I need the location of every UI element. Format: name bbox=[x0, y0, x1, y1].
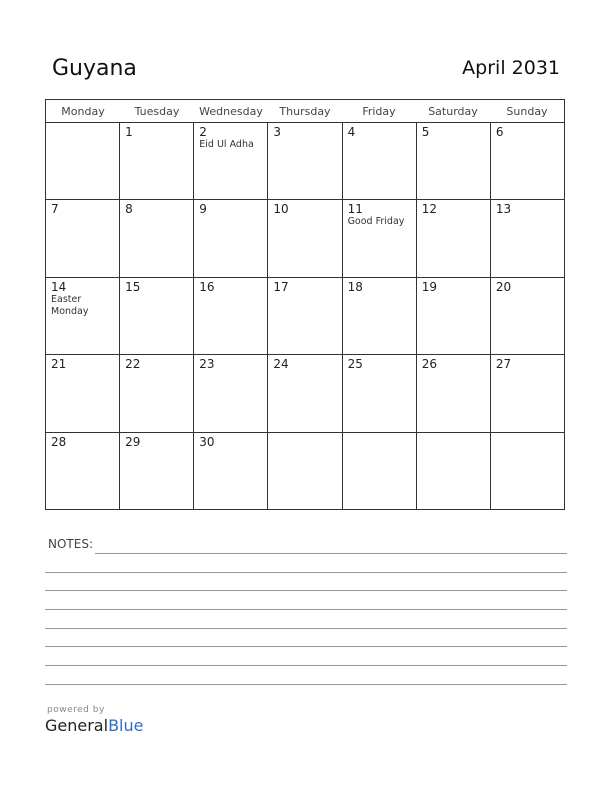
week-row-3 bbox=[46, 278, 564, 355]
day-cell bbox=[491, 200, 564, 276]
day-cell bbox=[120, 123, 194, 199]
day-number: 6 bbox=[495, 125, 504, 139]
notes-label: NOTES: bbox=[48, 537, 93, 551]
day-cell bbox=[343, 200, 417, 276]
day-number: 9 bbox=[199, 202, 207, 217]
day-number: 29 bbox=[125, 434, 141, 449]
day-number: 17 bbox=[273, 279, 289, 294]
calendar-grid bbox=[45, 99, 565, 510]
weekday-header-row bbox=[46, 100, 564, 123]
day-number: 25 bbox=[347, 357, 363, 372]
day-number: 19 bbox=[421, 279, 437, 294]
day-number: 3 bbox=[273, 125, 282, 139]
calendar-month-title: April 2031 bbox=[462, 57, 560, 79]
day-number: 2 bbox=[199, 125, 207, 139]
generalblue-logo[interactable] bbox=[45, 705, 143, 735]
day-number: 13 bbox=[495, 202, 512, 217]
holiday-label: Easter Monday bbox=[51, 293, 89, 317]
day-number: 23 bbox=[199, 357, 215, 372]
day-cell bbox=[194, 200, 268, 276]
day-number: 28 bbox=[51, 434, 67, 449]
day-number: 24 bbox=[273, 357, 289, 372]
day-number: 4 bbox=[347, 125, 356, 139]
notes-line bbox=[45, 646, 567, 647]
day-number: 26 bbox=[421, 357, 437, 372]
week-row-1 bbox=[46, 123, 564, 200]
weekday-tuesday: Tuesday bbox=[134, 105, 180, 118]
day-number: 30 bbox=[199, 434, 215, 449]
day-number: 18 bbox=[347, 279, 363, 294]
day-cell bbox=[46, 433, 120, 510]
week-row-2 bbox=[46, 200, 564, 277]
holiday-label: Eid Ul Adha bbox=[199, 139, 254, 150]
day-cell bbox=[417, 123, 491, 199]
notes-line bbox=[45, 590, 567, 591]
day-cell bbox=[343, 278, 417, 354]
day-number: 27 bbox=[495, 357, 512, 372]
weekday-wednesday: Wednesday bbox=[199, 105, 263, 118]
day-cell bbox=[46, 123, 120, 199]
notes-line bbox=[45, 609, 567, 610]
day-number: 12 bbox=[421, 202, 437, 217]
day-number: 16 bbox=[199, 279, 215, 294]
day-cell bbox=[417, 433, 491, 510]
brand-name-blue: Blue bbox=[108, 716, 144, 735]
day-cell bbox=[268, 200, 342, 276]
day-cell bbox=[46, 355, 120, 431]
weekday-saturday: Saturday bbox=[428, 105, 478, 118]
powered-by-text: powered by bbox=[47, 705, 105, 715]
day-cell bbox=[120, 355, 194, 431]
holiday-label: Good Friday bbox=[347, 216, 405, 228]
day-cell bbox=[120, 433, 194, 510]
day-number: 7 bbox=[51, 202, 59, 217]
day-cell bbox=[46, 278, 120, 354]
day-cell bbox=[194, 123, 268, 199]
day-number: 14 bbox=[51, 279, 67, 294]
day-cell bbox=[491, 433, 564, 510]
calendar-country-title: Guyana bbox=[52, 56, 137, 81]
day-cell bbox=[417, 355, 491, 431]
day-number: 5 bbox=[421, 125, 430, 139]
day-cell bbox=[194, 355, 268, 431]
notes-line bbox=[45, 684, 567, 685]
day-number: 22 bbox=[125, 357, 141, 372]
day-cell bbox=[343, 433, 417, 510]
day-cell bbox=[417, 200, 491, 276]
weekday-thursday: Thursday bbox=[279, 105, 331, 118]
day-cell bbox=[194, 278, 268, 354]
day-cell bbox=[343, 355, 417, 431]
day-number: 8 bbox=[125, 202, 133, 217]
day-number: 20 bbox=[495, 279, 512, 294]
day-number: 10 bbox=[273, 202, 289, 217]
week-row-4 bbox=[46, 355, 564, 432]
day-cell bbox=[417, 278, 491, 354]
day-cell bbox=[491, 355, 564, 431]
notes-line bbox=[45, 665, 567, 666]
brand-name bbox=[45, 716, 143, 735]
day-number: 11 bbox=[347, 202, 363, 217]
day-cell bbox=[343, 123, 417, 199]
day-cell bbox=[268, 355, 342, 431]
day-cell bbox=[268, 123, 342, 199]
day-cell bbox=[46, 200, 120, 276]
day-number: 1 bbox=[125, 125, 133, 139]
day-cell bbox=[120, 200, 194, 276]
day-cell bbox=[194, 433, 268, 510]
day-number: 21 bbox=[51, 357, 67, 372]
brand-name-general: General bbox=[45, 716, 109, 735]
notes-line bbox=[45, 572, 567, 573]
weekday-friday: Friday bbox=[362, 105, 396, 118]
day-cell bbox=[120, 278, 194, 354]
notes-line bbox=[95, 553, 567, 554]
weekday-sunday: Sunday bbox=[506, 105, 548, 118]
day-cell bbox=[491, 123, 564, 199]
weekday-monday: Monday bbox=[61, 105, 105, 118]
day-cell bbox=[491, 278, 564, 354]
week-row-5 bbox=[46, 433, 564, 510]
day-cell bbox=[268, 278, 342, 354]
day-cell bbox=[268, 433, 342, 510]
notes-line bbox=[45, 628, 567, 629]
day-number: 15 bbox=[125, 279, 141, 294]
